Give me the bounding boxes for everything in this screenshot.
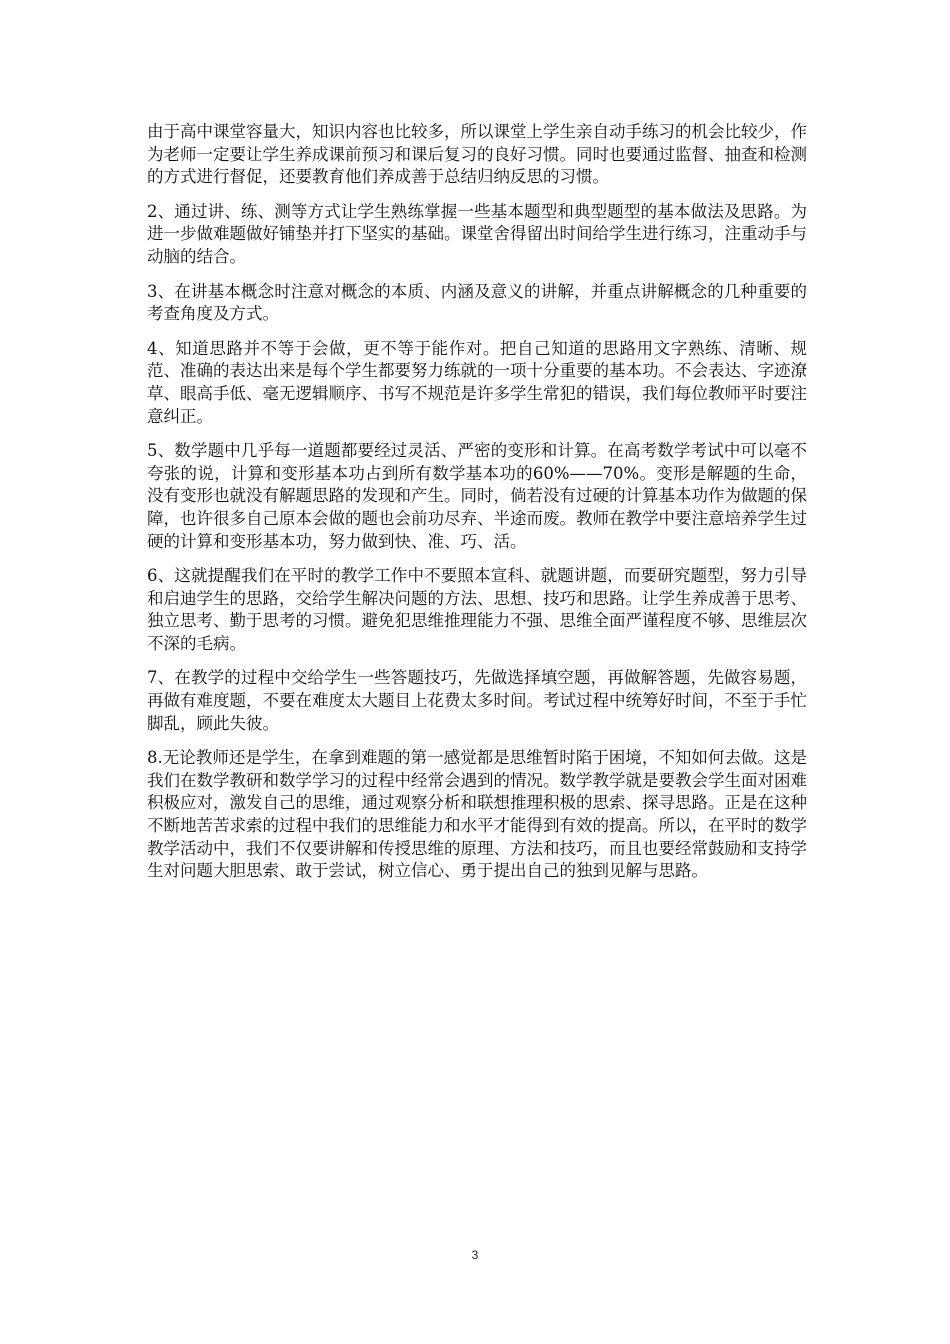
- paragraph-5: 5、数学题中几乎每一道题都要经过灵活、严密的变形和计算。在高考数学考试中可以毫不夸张的说，计算和变形基本功占到所有数学基本功的60%——70%。变形是解题的生命，没有变形也就没有解题思路的发现和产生。同时，倘若没有过硬的计算基本功作为做题的保障，也许很多自己原本会做的题也会前功尽弃、半途而废。教师在教学中要注意培养学生过硬的计算和变形基本功，努力做到快、准、巧、活。: [147, 441, 807, 551]
- document-body: [147, 121, 807, 895]
- paragraph-4: 4、知道思路并不等于会做，更不等于能作对。把自己知道的思路用文字熟练、清晰、规范、准确的表达出来是每个学生都要努力练就的一项十分重要的基本功。不会表达、字迹潦草、眼高手低、毫无逻辑顺序、书写不规范是许多学生常犯的错误，我们每位教师平时要注意纠正。: [147, 338, 807, 426]
- paragraph-intro: 由于高中课堂容量大，知识内容也比较多，所以课堂上学生亲自动手练习的机会比较少，作为老师一定要让学生养成课前预习和课后复习的良好习惯。同时也要通过监督、抽查和检测的方式进行督促，还要教育他们养成善于总结归纳反思的习惯。: [147, 122, 807, 187]
- paragraph-7: 7、在教学的过程中交给学生一些答题技巧，先做选择填空题，再做解答题，先做容易题，再做有难度题，不要在难度太大题目上花费太多时间。考试过程中统筹好时间，不至于手忙脚乱，顾此失彼。: [147, 668, 807, 733]
- paragraph-8: 8.无论教师还是学生，在拿到难题的第一感觉都是思维暂时陷于困境，不知如何去做。这是我们在数学教研和数学学习的过程中经常会遇到的情况。数学教学就是要教会学生面对困难积极应对，激发自己的思维，通过观察分析和联想推理积极的思索、探寻思路。正是在这种不断地苦苦求索的过程中我们的思维能力和水平才能得到有效的提高。所以，在平时的数学教学活动中，我们不仅要讲解和传授思维的原理、方法和技巧，而且也要经常鼓励和支持学生对问题大胆思索、敢于尝试，树立信心、勇于提出自己的独到见解与思路。: [147, 748, 807, 881]
- page-number: 3: [471, 1248, 479, 1262]
- paragraph-6: 6、这就提醒我们在平时的教学工作中不要照本宣科、就题讲题，而要研究题型，努力引导和启迪学生的思路，交给学生解决问题的方法、思想、技巧和思路。让学生养成善于思考、独立思考、勤于思考的习惯。避免犯思维推理能力不强、思维全面严谨程度不够、思维层次不深的毛病。: [147, 566, 807, 653]
- paragraph-2: 2、通过讲、练、测等方式让学生熟练掌握一些基本题型和典型题型的基本做法及思路。为进一步做难题做好铺垫并打下坚实的基础。课堂舍得留出时间给学生进行练习，注重动手与动脑的结合。: [147, 201, 807, 266]
- paragraph-3: 3、在讲基本概念时注意对概念的本质、内涵及意义的讲解，并重点讲解概念的几种重要的考查角度及方式。: [147, 281, 807, 324]
